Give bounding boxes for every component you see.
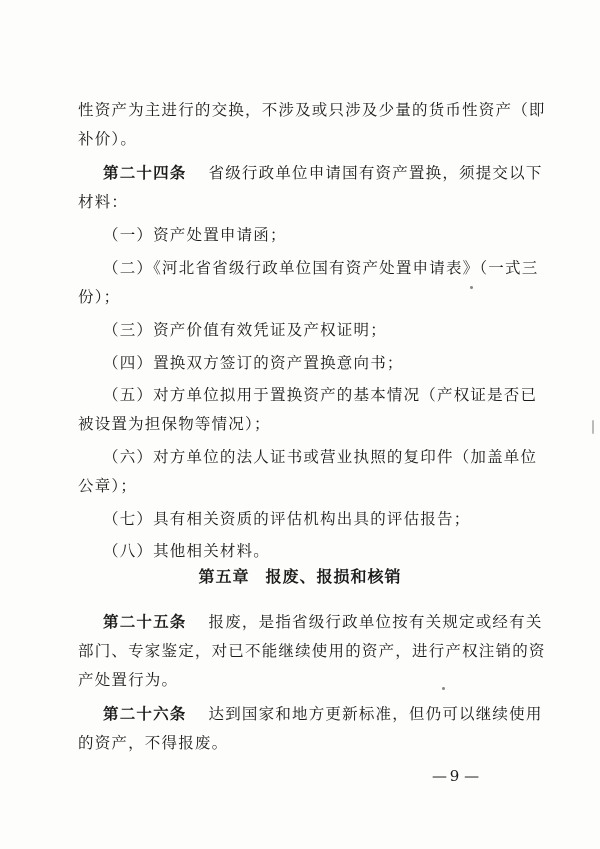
- text-line: 被设置为担保物等情况）；: [78, 415, 271, 433]
- article-24: [103, 163, 543, 183]
- chapter-number: 第五章: [198, 567, 250, 586]
- text-line: 部门、专家鉴定，对已不能继续使用的资产，进行产权注销的资: [78, 642, 546, 660]
- chapter-title: 报废、报损和核销: [265, 567, 402, 586]
- list-item: （八）其他相关材料。: [103, 542, 271, 560]
- text-line: 性资产为主进行的交换，不涉及或只涉及少量的货币性资产（即: [78, 101, 546, 119]
- scan-speck: [470, 286, 473, 289]
- article-24-text: 省级行政单位申请国有资产置换，须提交以下: [208, 164, 543, 182]
- list-item: （四）置换双方签订的资产置换意向书；: [103, 354, 404, 372]
- text-line: 份）；: [78, 288, 121, 306]
- list-item: （二）《河北省省级行政单位国有资产处置申请表》（一式三: [103, 259, 539, 277]
- text-line: 产处置行为。: [78, 671, 179, 689]
- page-number: — 9 —: [432, 767, 478, 785]
- article-26-text: 达到国家和地方更新标准，但仍可以继续使用: [208, 705, 543, 723]
- article-25-text: 报废，是指省级行政单位按有关规定或经有关: [208, 613, 543, 631]
- text-line: 材料：: [78, 193, 129, 211]
- page-number-value: 9: [449, 767, 460, 785]
- article-25-title: 第二十五条: [103, 612, 187, 631]
- article-26-title: 第二十六条: [103, 704, 187, 723]
- text-line: 公章）；: [78, 477, 138, 495]
- scan-speck: [442, 687, 445, 690]
- article-24-title: 第二十四条: [103, 163, 187, 182]
- chapter-heading: [0, 567, 600, 587]
- article-26: [103, 704, 543, 724]
- text-line: 补价）。: [78, 130, 138, 148]
- scan-mark: [592, 420, 594, 434]
- list-item: （六）对方单位的法人证书或营业执照的复印件（加盖单位: [103, 448, 538, 466]
- article-25: [103, 612, 543, 632]
- list-item: （五）对方单位拟用于置换资产的基本情况（产权证是否已: [103, 386, 538, 404]
- list-item: （三）资产价值有效凭证及产权证明；: [103, 321, 387, 339]
- text-line: 的资产，不得报废。: [78, 734, 229, 752]
- list-item: （一）资产处置申请函；: [103, 226, 287, 244]
- list-item: （七）具有相关资质的评估机构出具的评估报告；: [103, 510, 471, 528]
